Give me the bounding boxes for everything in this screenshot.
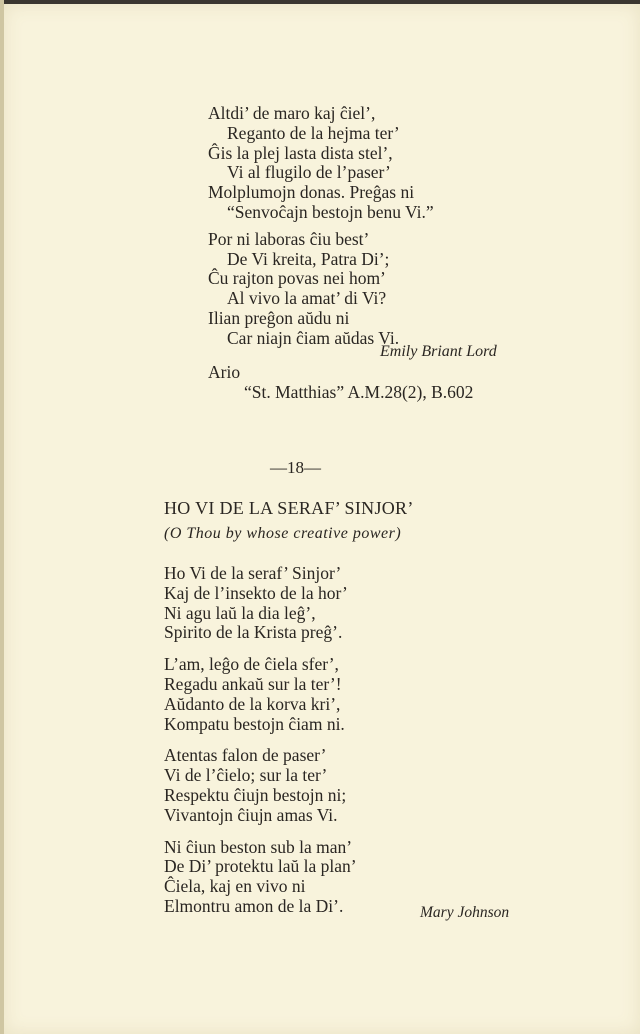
poem-two: [164, 564, 357, 929]
verse-line: Car niajn ĉiam aŭdas Vi.: [227, 327, 400, 348]
poem-two-stanza-2: [164, 655, 357, 734]
verse-line: Ilian preĝon aŭdu ni: [208, 307, 350, 328]
poem-one-author: Emily Briant Lord: [380, 343, 497, 360]
verse-line: Vi de l’ĉielo; sur la ter’: [164, 765, 328, 786]
verse-line: Vivantojn ĉiujn amas Vi.: [164, 804, 338, 825]
poem-two-title: HO VI DE LA SERAF’ SINJOR’: [164, 498, 414, 518]
verse-line: Ni agu laŭ la dia leĝ’,: [164, 602, 316, 623]
verse-line: Aŭdanto de la korva kri’,: [164, 693, 341, 714]
tune-reference: [208, 363, 473, 403]
poem-one-stanza-2: [208, 230, 434, 349]
verse-line: Kompatu bestojn ĉiam ni.: [164, 713, 345, 734]
poem-one: [208, 104, 434, 356]
verse-line: Kaj de l’insekto de la hor’: [164, 582, 348, 603]
verse-line: Vi al flugilo de l’paser’: [227, 162, 391, 183]
verse-line: Altdi’ de maro kaj ĉiel’,: [208, 103, 376, 123]
page-number: —18—: [270, 458, 321, 477]
verse-line: Respektu ĉiujn bestojn ni;: [164, 784, 347, 805]
verse-line: Atentas falon de paser’: [164, 745, 327, 766]
verse-line: Ni ĉiun beston sub la man’: [164, 836, 353, 857]
verse-line: De Di’ protektu laŭ la plan’: [164, 856, 357, 877]
poem-one-stanza-1: [208, 104, 434, 223]
verse-line: Ĉiela, kaj en vivo ni: [164, 876, 306, 897]
verse-line: Ĝis la plej lasta dista stel’,: [208, 142, 393, 163]
verse-line: Ĉu rajton povas nei hom’: [208, 268, 386, 289]
verse-line: “Senvoĉajn bestojn benu Vi.”: [227, 201, 434, 222]
poem-two-stanza-4: [164, 838, 357, 917]
verse-line: Reganto de la hejma ter’: [227, 122, 400, 143]
verse-line: Elmontru amon de la Di’.: [164, 895, 344, 916]
poem-two-stanza-3: [164, 746, 357, 825]
verse-line: De Vi kreita, Patra Di’;: [227, 248, 390, 269]
verse-line: Molplumojn donas. Preĝas ni: [208, 182, 415, 203]
verse-line: Por ni laboras ĉiu best’: [208, 228, 370, 249]
verse-line: Spirito de la Krista preĝ’.: [164, 622, 343, 643]
verse-line: Al vivo la amat’ di Vi?: [227, 288, 387, 309]
verse-line: Regadu ankaŭ sur la ter’!: [164, 673, 342, 694]
poem-two-author: Mary Johnson: [420, 904, 510, 921]
verse-line: Ho Vi de la seraf’ Sinjor’: [164, 563, 342, 583]
tune-value: “St. Matthias” A.M.28(2), B.602: [244, 381, 474, 402]
poem-two-subtitle: (O Thou by whose creative power): [164, 525, 402, 542]
poem-two-stanza-1: [164, 564, 357, 643]
tune-label: Ario: [208, 362, 241, 382]
verse-line: L’am, leĝo de ĉiela sfer’,: [164, 654, 339, 675]
